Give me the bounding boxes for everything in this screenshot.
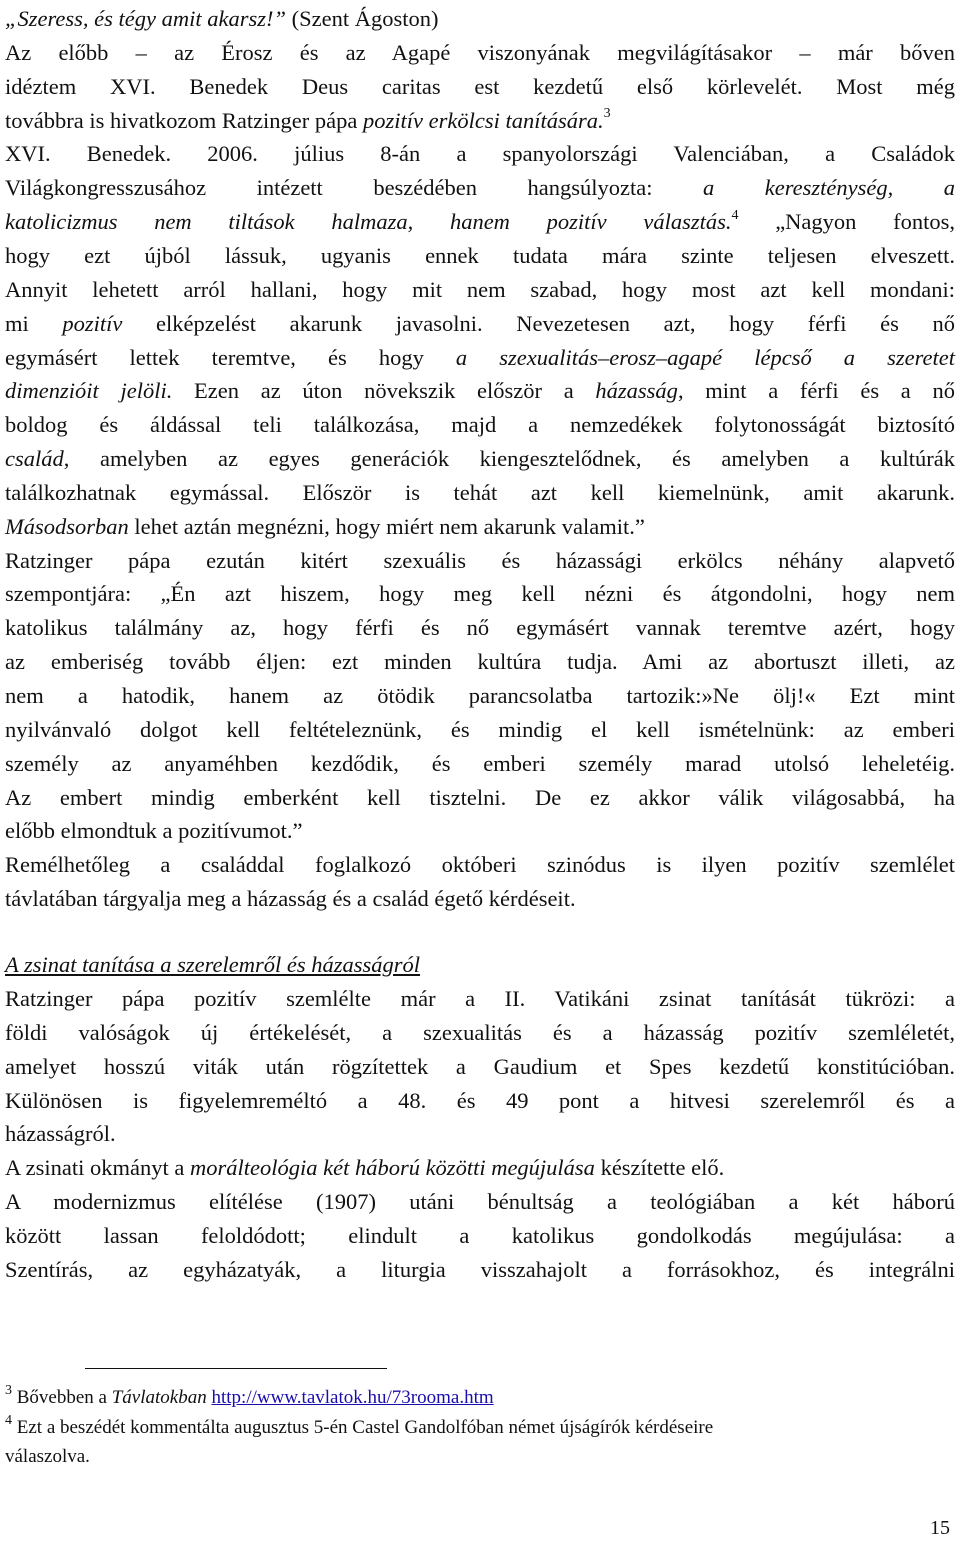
section-heading: A zsinat tanítása a szerelemről és házasságról xyxy=(5,952,421,977)
text-line xyxy=(5,341,955,375)
text-line xyxy=(5,137,955,171)
text-line xyxy=(5,848,955,882)
text-line xyxy=(5,70,955,104)
text-line xyxy=(5,442,955,476)
text-line xyxy=(5,1185,955,1219)
text-line xyxy=(5,476,955,510)
text-span: (Szent Ágoston) xyxy=(291,6,439,31)
text-span: Ratzinger pápa pozitív szemlélte már a II. Vatikáni zsinat tanítását tükrözi: a xyxy=(5,986,955,1011)
text-span: továbbra is hivatkozom Ratzinger pápa xyxy=(5,107,364,133)
text-span: „Nagyon fontos, xyxy=(738,209,955,235)
footnote-ref: 4 xyxy=(731,207,739,223)
text-line xyxy=(5,1219,955,1253)
text-line xyxy=(5,374,955,408)
text-span: A modernizmus elítélése (1907) utáni bénultság a teológiában a két háború xyxy=(5,1189,955,1215)
text-line xyxy=(5,713,955,747)
footnote-4-continued xyxy=(5,1443,955,1471)
text-span: hogy ezt újból lássuk, ugyanis ennek tudata mára szinte teljesen elveszett. xyxy=(5,242,955,268)
text-span: XVI. Benedek. 2006. július 8-án a spanyolországi Valenciában, a Családok xyxy=(5,141,955,167)
text-span: Másodsorban xyxy=(5,513,129,539)
text-line xyxy=(5,171,955,205)
text-span: földi valóságok új értékelését, a szexualitás és a házasság pozitív szemléletét, xyxy=(5,1019,955,1045)
text-line xyxy=(5,510,955,544)
text-span: személy az anyaméhben kezdődik, és emberi személy marad utolsó leheletéig. xyxy=(5,750,955,776)
text-line xyxy=(5,982,955,1016)
text-span: „Szeress, és tégy amit akarsz!” xyxy=(5,6,292,31)
text-span: morálteológia két háború közötti megújulása xyxy=(189,1155,595,1181)
text-span: Remélhetőleg a családdal foglalkozó októberi szinódus is ilyen pozitív szemlélet xyxy=(5,852,955,878)
text-line xyxy=(5,1151,955,1185)
text-line xyxy=(5,882,955,916)
text-line xyxy=(5,1117,955,1151)
text-span: boldog és áldással teli találkozása, majd a nemzedékek folytonosságát biztosító xyxy=(5,412,955,438)
text-line xyxy=(5,273,955,307)
footnote-text: válaszolva. xyxy=(5,1446,90,1467)
text-span: , amelyben az egyes generációk kiengesztelődnek, és amelyben a kultúrák xyxy=(63,446,955,472)
text-line xyxy=(5,577,955,611)
footnote-italic: Távlatokban xyxy=(111,1387,207,1408)
footnote-ref: 3 xyxy=(603,106,611,122)
text-span: Ratzinger pápa ezután kitért szexuális és házassági erkölcs néhány alapvető xyxy=(5,547,955,573)
footnote-text: Bővebben a xyxy=(12,1387,112,1408)
text-line xyxy=(5,1084,955,1118)
text-line xyxy=(5,239,955,273)
text-span: egymásért lettek teremtve, és hogy xyxy=(5,344,456,370)
footnote-4 xyxy=(5,1414,955,1442)
text-span: pozitív erkölcsi tanítására. xyxy=(363,107,604,133)
text-line xyxy=(5,36,955,70)
text-span: a kereszténység, a xyxy=(703,175,955,201)
text-span: Különösen is figyelemreméltó a 48. és 49 pont a hitvesi szerelemről és a xyxy=(5,1087,955,1113)
text-span: készítette elő. xyxy=(594,1155,725,1181)
text-span: katolicizmus nem tiltások halmaza, hanem pozitív választás. xyxy=(5,209,732,235)
footnote-3 xyxy=(5,1384,955,1412)
text-span: az emberiség tovább éljen: ezt minden kultúra tudja. Ami az abortuszt illeti, az xyxy=(5,649,955,675)
text-line xyxy=(5,611,955,645)
text-line xyxy=(5,781,955,815)
text-span: család xyxy=(5,446,64,472)
text-span: házasságról. xyxy=(5,1121,116,1147)
text-span: A zsinati okmányt a xyxy=(5,1155,190,1181)
text-line xyxy=(5,814,955,848)
text-line xyxy=(5,1016,955,1050)
text-span: nyilvánvaló dolgot kell feltételeznünk, és mindig el kell ismételnünk: az emberi xyxy=(5,716,955,742)
text-line xyxy=(5,2,955,36)
text-span: Az előbb – az Érosz és az Agapé viszonyának megvilágításakor – már bőven xyxy=(5,39,955,65)
text-span: szempontjára: „Én azt hiszem, hogy meg kell nézni és átgondolni, hogy nem xyxy=(5,581,955,607)
text-line xyxy=(5,645,955,679)
text-line xyxy=(5,1253,955,1287)
text-span: elképzelést akarunk javasolni. Nevezetesen azt, hogy férfi és nő xyxy=(122,310,955,336)
text-span: idéztem XVI. Benedek Deus caritas est kezdetű első körlevelét. Most még xyxy=(5,73,955,99)
footnote-number: 4 xyxy=(5,1412,12,1428)
text-span: nem a hatodik, hanem az ötödik parancsolatba tartozik:»Ne ölj!« Ezt mint xyxy=(5,683,955,708)
text-span: előbb elmondtuk a pozitívumot.” xyxy=(5,818,303,844)
text-line xyxy=(5,747,955,781)
text-span: találkozhatnak egymással. Először is tehát azt kell kiemelnünk, amit akarunk. xyxy=(5,479,955,505)
text-line xyxy=(5,544,955,578)
text-span: Világkongresszusához intézett beszédében hangsúlyozta: xyxy=(5,175,703,201)
text-span: távlatában tárgyalja meg a házasság és a család égető kérdéseit. xyxy=(5,886,576,912)
text-span: Ezen az úton növekszik először a xyxy=(172,378,596,404)
text-span: Szentírás, az egyházatyák, a liturgia visszahajolt a forrásokhoz, és integrálni xyxy=(5,1256,955,1282)
text-span: , mint a férfi és a nő xyxy=(677,378,955,404)
text-span: Annyit lehetett arról hallani, hogy mit nem szabad, hogy most azt kell mondani: xyxy=(5,276,955,302)
footnote-separator xyxy=(85,1368,387,1369)
text-span: amelyet hosszú viták után rögzítettek a Gaudium et Spes kezdetű konstitúcióban. xyxy=(5,1053,955,1079)
text-span: mi xyxy=(5,310,63,336)
footnote-link[interactable]: http://www.tavlatok.hu/73rooma.htm xyxy=(211,1387,494,1408)
text-span: dimenzióit jelöli. xyxy=(5,378,173,404)
text-line xyxy=(5,679,955,713)
text-span: lehet aztán megnézni, hogy miért nem akarunk valamit.” xyxy=(128,513,645,539)
text-line xyxy=(5,104,955,138)
page-number: 15 xyxy=(930,1517,950,1539)
text-span: a szexualitás–erosz–agapé lépcső a szeretet xyxy=(455,344,955,370)
text-line xyxy=(5,205,955,239)
text-line xyxy=(5,1050,955,1084)
text-span: katolikus találmány az, hogy férfi és nő egymásért vannak teremtve azért, hogy xyxy=(5,615,955,641)
footnote-text: Ezt a beszédét kommentálta augusztus 5-én Castel Gandolfóban német újságírók kérdéseire xyxy=(12,1417,714,1438)
text-span: házasság xyxy=(595,378,678,404)
footnote-number: 3 xyxy=(5,1382,12,1398)
text-span: Az embert mindig emberként kell tisztelni. De ez akkor válik világosabbá, ha xyxy=(5,784,955,810)
text-span: között lassan feloldódott; elindult a katolikus gondolkodás megújulása: a xyxy=(5,1222,955,1248)
text-span: pozitív xyxy=(62,310,123,336)
text-line xyxy=(5,307,955,341)
text-line xyxy=(5,408,955,442)
